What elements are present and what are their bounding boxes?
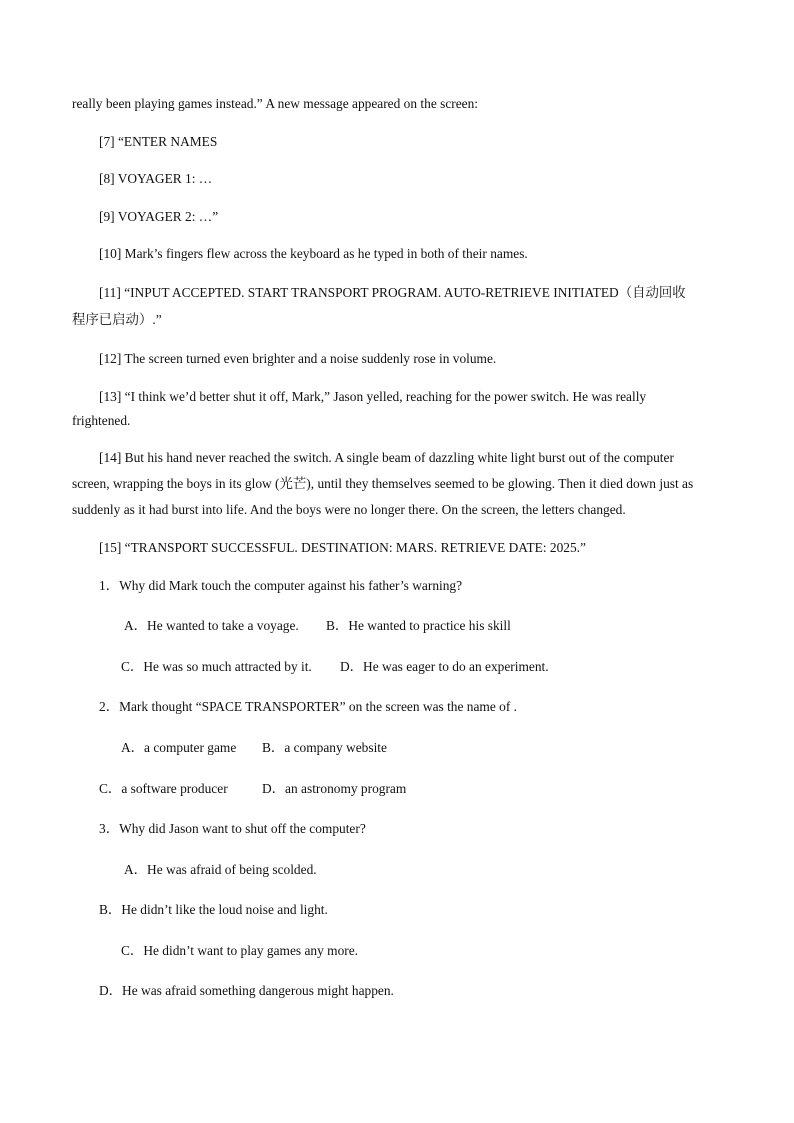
question-3-option-d: D．He was afraid something dangerous might happen. bbox=[99, 983, 394, 998]
paragraph-12: [12] The screen turned even brighter and a noise suddenly rose in volume. bbox=[99, 351, 497, 366]
question-2-option-c: C．a software producer bbox=[99, 781, 228, 796]
question-1-option-d: D．He was eager to do an experiment. bbox=[340, 659, 549, 674]
paragraph-9: [9] VOYAGER 2: …” bbox=[99, 209, 219, 224]
question-2-option-a: A．a computer game bbox=[121, 740, 237, 755]
question-1-option-c: C．He was so much attracted by it. bbox=[121, 659, 312, 674]
question-3-option-c: C．He didn’t want to play games any more. bbox=[121, 943, 359, 958]
paragraph-7: [7] “ENTER NAMES bbox=[99, 134, 218, 149]
question-3-option-a: A．He was afraid of being scolded. bbox=[124, 862, 317, 877]
paragraph-11-line-1: [11] “INPUT ACCEPTED. START TRANSPORT PROGRAM. AUTO-RETRIEVE INITIATED（自动回收 bbox=[99, 285, 686, 300]
question-3-option-b: B．He didn’t like the loud noise and light. bbox=[99, 902, 328, 917]
question-1-option-b: B．He wanted to practice his skill bbox=[326, 618, 511, 633]
paragraph-14-line-3: suddenly as it had burst into life. And the boys were no longer there. On the screen, the letters changed. bbox=[72, 502, 626, 517]
paragraph-8: [8] VOYAGER 1: … bbox=[99, 171, 213, 186]
paragraph-14-line-2: screen, wrapping the boys in its glow (光芒), until they themselves seemed to be glowing. Then it died down just as bbox=[72, 476, 694, 491]
paragraph-13-line-1: [13] “I think we’d better shut it off, Mark,” Jason yelled, reaching for the power switch. He was really bbox=[99, 389, 647, 404]
paragraph-10: [10] Mark’s fingers flew across the keyboard as he typed in both of their names. bbox=[99, 246, 528, 261]
paragraph-13-line-2: frightened. bbox=[72, 413, 131, 428]
paragraph-14-line-1: [14] But his hand never reached the switch. A single beam of dazzling white light burst out of the computer bbox=[99, 450, 674, 465]
question-1-option-a: A．He wanted to take a voyage. bbox=[124, 618, 299, 633]
passage-continuation: really been playing games instead.” A new message appeared on the screen: bbox=[72, 96, 479, 111]
paragraph-11-line-2: 程序已启动）.” bbox=[72, 312, 162, 327]
question-2-option-d: D．an astronomy program bbox=[262, 781, 407, 796]
question-1-stem: 1．Why did Mark touch the computer against his father’s warning? bbox=[99, 578, 463, 593]
question-3-stem: 3．Why did Jason want to shut off the computer? bbox=[99, 821, 366, 836]
paragraph-15: [15] “TRANSPORT SUCCESSFUL. DESTINATION: MARS. RETRIEVE DATE: 2025.” bbox=[99, 540, 586, 555]
question-2-option-b: B．a company website bbox=[262, 740, 387, 755]
question-2-stem: 2．Mark thought “SPACE TRANSPORTER” on the screen was the name of . bbox=[99, 699, 517, 714]
